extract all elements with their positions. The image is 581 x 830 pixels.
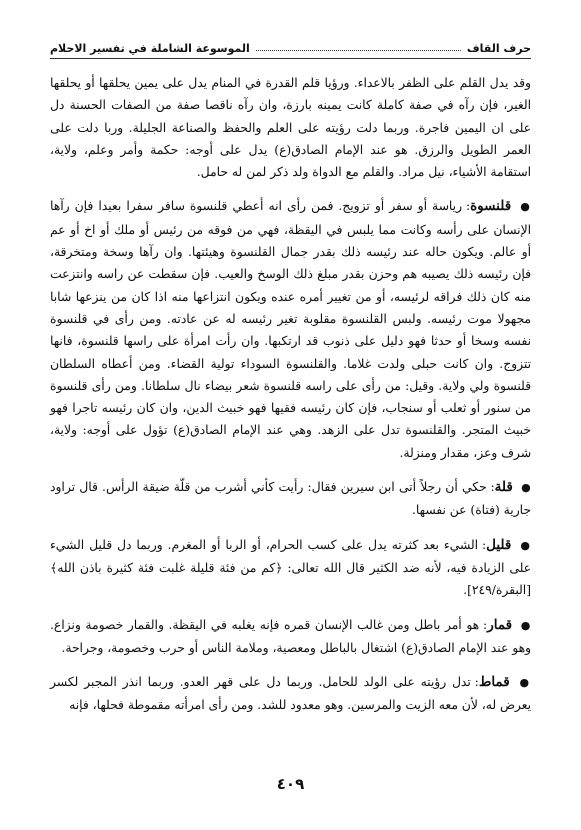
header-rule — [50, 58, 531, 59]
entry-term: قلنسوة — [470, 198, 512, 215]
entry-term: قماط — [478, 674, 510, 691]
bullet-icon: ● — [521, 481, 531, 495]
bullet-icon: ● — [519, 676, 531, 690]
bullet-icon: ● — [520, 618, 531, 632]
bullet-icon: ● — [520, 538, 531, 552]
page-content — [50, 72, 531, 729]
entry-text: : رياسة أو سفر أو تزويج. فمن رأى انه أعطي قلنسوة سافر سفرا بعيدا فإن رآها الإنسان على رأسه وكانت مما يلبس في اليقظة، فهي من فوقه من رئيس أو ملك أو اخ أو عم أو عالم. ويكون حاله عند رئيسه ذلك بقدر جمال القلنسوة وهيئتها. وان رآها وسخة ومتخرقة، فإن رئيسه ذلك يصيبه هم وحزن بقدر مبلغ ذلك الوسخ والعيب. فإن سقطت عن راسه وانتزعت منه كان ذلك فراقه لرئيسه، أو من تغيير أمره عنده ويكون انتزاعها منه اذا كان من ينزعها شابا مجهولا موت رئيسه. ولبس القلنسوة مقلوبة تغير رئيسه له عن عادته. ومن رأى في قلنسوة نفسه وسخا أو حدثا فهو دليل على ذنوب قد ارتكبها. وان رأت امرأة على راسها قلنسوة، فانها تتزوج. وان كانت حبلى ولدت غلاما. والقلنسوة السوداء تولية القضاء. ومن أعطاه السلطان قلنسوة ولي ولاية. وقيل: من رأى على راسه قلنسوة شعر بيضاء نال سلطانا. ومن رأى قلنسوة من سنور أو ثعلب أو سنجاب، فإن كان رئيسه فقيها فهو خبيث الدين، وان كان رئيسه تاجرا فهو خبيث المتجر. والقلنسوة تدل على الزهد. وهي عند الإمام الصادق(ع) تؤول على أوجه: ولاية، شرف وعز، مقدار ومنزلة. — [50, 199, 531, 460]
page-number: ٤٠٩ — [276, 775, 305, 793]
entry-term: قلة — [494, 479, 513, 496]
entry-text: : تدل رؤيته على الولد للحامل. وربما دل على قهر العدو. وربما انذر المجبر لكسر يعرض له، لأن معه الزيت والمرسين. وهو معدود للشد. ومن رأى امرأته مقموطة فحلها، فإنه — [50, 675, 531, 713]
header-dotted-leader — [256, 50, 461, 51]
entry-text: : هو أمر باطل ومن غالب الإنسان قمره فإنه يغلبه في اليقظة. والقمار خصومة ونزاع. وهو عند الإمام الصادق(ع) اشتغال بالباطل ومعصية، وملامة الناس أو حرب وخصومة، وجراحة. — [50, 617, 531, 655]
entry-qimar — [50, 614, 531, 660]
running-header — [50, 35, 531, 55]
entry-text: : الشيء بعد كثرته يدل على كسب الحرام، أو الربا أو المغرم. وربما دل قليل الشيء على الزيادة فيه، لأنه ضد الكثير قال الله تعالى: ﴿كم من فئة قليلة غلبت فئة كثيرة باذن الله﴾[البقرة/٢٤٩]. — [50, 537, 531, 598]
entry-continuation — [50, 72, 531, 183]
bullet-icon: ● — [520, 200, 531, 214]
entry-term: قليل — [486, 536, 512, 553]
entry-qalil — [50, 534, 531, 602]
header-section: حرف القاف — [466, 42, 531, 55]
entry-text: وقد يدل القلم على الظفر بالاعداء. ورؤيا قلم القدرة في المنام يدل على يمين يحلقها أو يحلقها الغير، فإن رآه في صفة كاملة كانت يمينه بارزة، وان رآه ناقصا صفة من الصفات الحسنة دل على ان اليمين فاجرة. وربما دلت رؤيته على العلم والحفظ والصناعة الجليلة. وربا دلت على العمر الطويل والرزق. هو عند الإمام الصادق(ع) يدل على أوجه: حكمة وأمر وعلم، ولاية، استقامة الأشياء، نيل مراد. والقلم مع الدواة ولد ذكر لمن له حامل. — [50, 76, 531, 180]
header-book-title: الموسوعة الشاملة في تفسير الاحلام — [50, 42, 250, 55]
entry-qalansuwa — [50, 195, 531, 464]
entry-term: قمار — [487, 616, 513, 633]
entry-qimat — [50, 671, 531, 717]
entry-text: : حكي أن رجلاً أتى ابن سيرين فقال: رأيت كأني أشرب من قلّة ضيقة الرأس. قال تراود جارية (فتاة) عن نفسها. — [50, 480, 531, 518]
entry-qulla — [50, 476, 531, 522]
